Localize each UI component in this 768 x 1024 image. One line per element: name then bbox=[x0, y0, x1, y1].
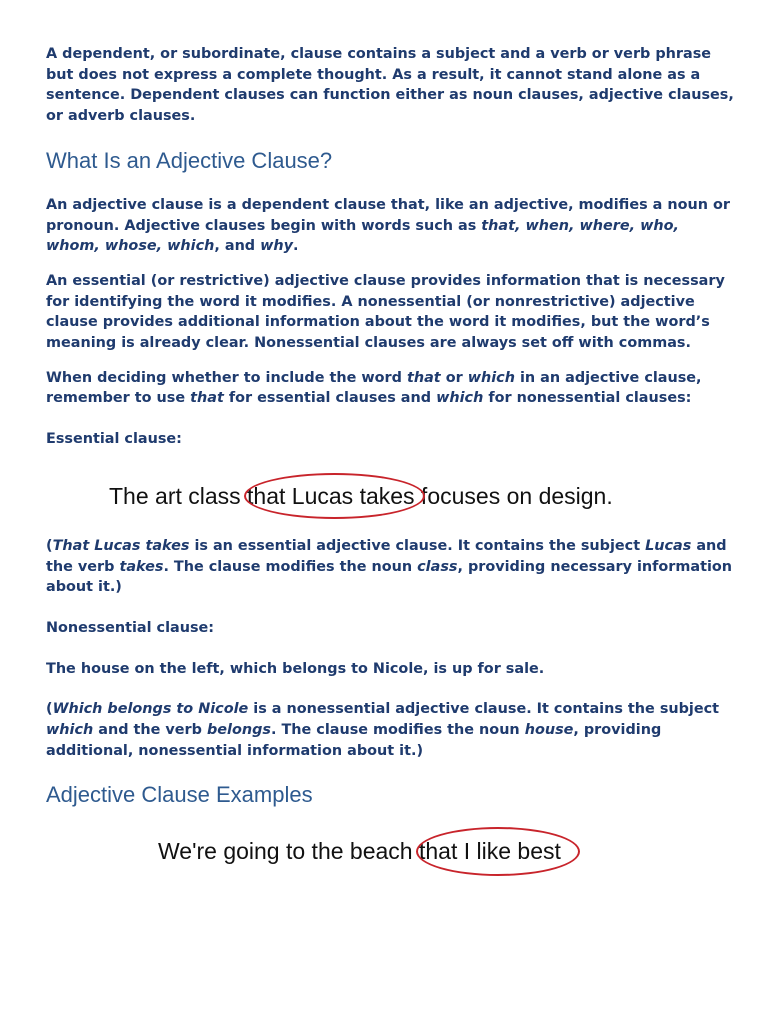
nonessential-clause-label: Nonessential clause: bbox=[46, 619, 215, 636]
nn-text-3: . The clause modifies the noun bbox=[270, 722, 525, 739]
nn-verb: belongs bbox=[206, 722, 271, 739]
beach-example-before: We're going to the beach bbox=[158, 838, 419, 865]
tw-text-2: or bbox=[440, 369, 468, 386]
en-text-1: is an essential adjective clause. It contains the subject bbox=[189, 537, 646, 554]
definition-paragraph bbox=[46, 195, 736, 257]
tw-that: that bbox=[406, 369, 441, 386]
essential-note-paragraph bbox=[46, 536, 736, 598]
en-open: ( bbox=[46, 537, 53, 554]
tw-text-4: for essential clauses and bbox=[223, 390, 437, 407]
that-which-paragraph bbox=[46, 368, 736, 409]
def-text-3: , and bbox=[214, 238, 261, 255]
tw-that-2: that bbox=[190, 390, 224, 407]
nonessential-example-sentence: The house on the left, which belongs to Nicole, is up for sale. bbox=[46, 660, 545, 677]
def-text-4: . bbox=[293, 238, 299, 255]
heading-what-is-adjective-clause: What Is an Adjective Clause? bbox=[46, 147, 333, 173]
tw-which: which bbox=[467, 369, 515, 386]
en-verb: takes bbox=[119, 558, 164, 575]
en-text-2: and the verb bbox=[46, 537, 727, 575]
nn-text-4: , providing additional, nonessential information about it.) bbox=[46, 722, 662, 759]
essential-example-after: focuses on design. bbox=[414, 482, 613, 509]
en-text-4: , providing necessary information about it.) bbox=[46, 558, 733, 596]
intro-paragraph: A dependent, or subordinate, clause contains a subject and a verb or verb phrase but does not express a complete thought. As a result, it cannot stand alone as a sentence. Dependent clauses can function either as noun clauses, adjective clauses, or adverb clauses. bbox=[46, 46, 734, 125]
nn-text-1: is a nonessential adjective clause. It contains the subject bbox=[248, 701, 720, 718]
en-noun: class bbox=[417, 558, 458, 575]
def-why: why bbox=[260, 238, 294, 255]
nn-open: ( bbox=[46, 701, 53, 718]
beach-example-sentence bbox=[158, 835, 736, 867]
essential-example-before: The art class bbox=[109, 482, 248, 509]
nonessential-note-paragraph bbox=[46, 699, 736, 761]
document-page bbox=[46, 44, 736, 867]
beach-example-circled: that I like best bbox=[418, 838, 561, 865]
nn-text-2: and the verb bbox=[93, 722, 207, 739]
def-words: that, when, where, who, whom, whose, which bbox=[46, 217, 680, 255]
nn-clause: Which belongs to Nicole bbox=[52, 701, 249, 718]
tw-text-5: for nonessential clauses: bbox=[483, 390, 692, 407]
def-text-1: An bbox=[46, 196, 73, 213]
def-term: adjective clause bbox=[72, 196, 204, 213]
en-text-3: . The clause modifies the noun bbox=[163, 558, 418, 575]
tw-text-3: in an adjective clause, remember to use bbox=[46, 369, 702, 407]
def-text-2: is a dependent clause that, like an adjective, modifies a noun or pronoun. Adjective clauses begin with words such as bbox=[46, 196, 731, 234]
essential-example-circled: that Lucas takes bbox=[247, 482, 415, 509]
en-clause: That Lucas takes bbox=[52, 537, 190, 554]
heading-adjective-clause-examples: Adjective Clause Examples bbox=[46, 782, 313, 808]
nn-noun: house bbox=[524, 722, 574, 739]
essential-clause-label: Essential clause: bbox=[46, 431, 182, 448]
nn-subject: which bbox=[46, 722, 94, 739]
tw-text-1: When deciding whether to include the word bbox=[46, 369, 407, 386]
essential-explanation-paragraph: An essential (or restrictive) adjective clause provides information that is necessary for identifying the word it modifies. A nonessential (or nonrestrictive) adjective clause provides additional information about the word it modifies, but the word’s meaning is already clear. Nonessential clauses are always set off with commas. bbox=[46, 272, 725, 352]
en-subject: Lucas bbox=[645, 537, 692, 554]
essential-example-sentence bbox=[109, 480, 736, 512]
tw-which-2: which bbox=[436, 390, 484, 407]
